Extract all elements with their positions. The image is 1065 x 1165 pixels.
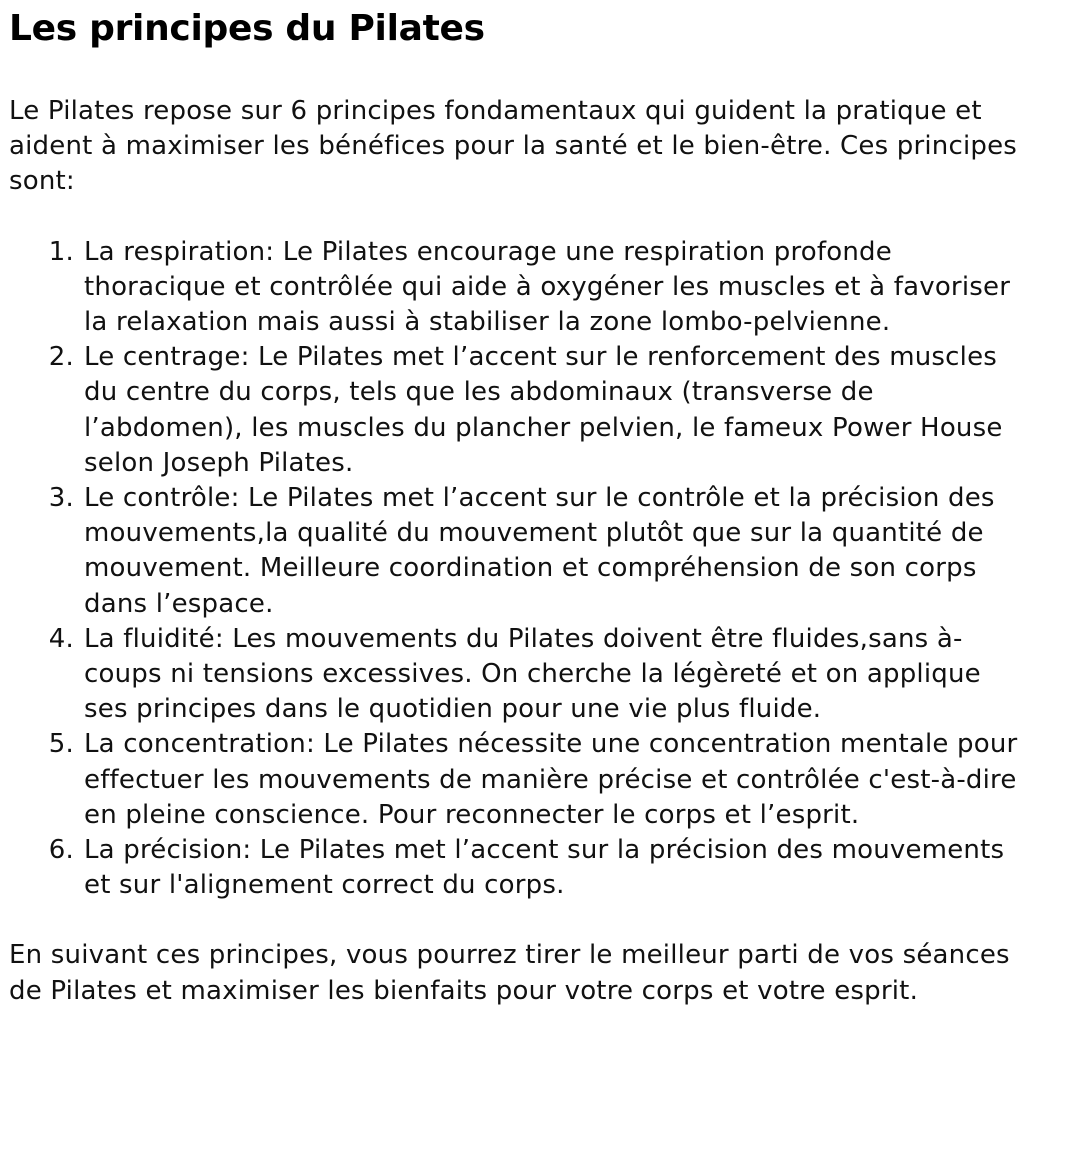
principle-item-6 <box>9 833 1029 903</box>
principle-item-5 <box>9 727 1029 833</box>
principle-item-4 <box>9 622 1029 728</box>
principle-text: Le contrôle: Le Pilates met l’accent sur le contrôle et la précision des mouvements,la qualité du mouvement plutôt que sur la quantité de mouvement. Meilleure coordination et compréhension de son corps dans l’espace. <box>84 483 995 619</box>
principle-item-2 <box>9 340 1029 481</box>
principle-item-3 <box>9 481 1029 622</box>
intro-paragraph: Le Pilates repose sur 6 principes fondamentaux qui guident la pratique et aident à maximiser les bénéfices pour la santé et le bien-être. Ces principes sont: <box>9 96 1018 197</box>
list-number: 3. <box>48 483 74 514</box>
list-number: 4. <box>48 623 74 654</box>
principle-text: La précision: Le Pilates met l’accent sur la précision des mouvements et sur l'alignement correct du corps. <box>84 835 1005 901</box>
list-number: 1. <box>48 236 74 267</box>
principle-text: Le centrage: Le Pilates met l’accent sur le renforcement des muscles du centre du corps, tels que les abdominaux (transverse de l’abdomen), les muscles du plancher pelvien, le fameux Power House selon Joseph Pilates. <box>84 342 1003 478</box>
conclusion-paragraph: En suivant ces principes, vous pourrez tirer le meilleur parti de vos séances de Pilates et maximiser les bienfaits pour votre corps et votre esprit. <box>9 940 1010 1006</box>
list-number: 6. <box>48 835 74 866</box>
principle-item-1 <box>9 235 1029 341</box>
principle-text: La fluidité: Les mouvements du Pilates doivent être fluides,sans à-coups ni tensions excessives. On cherche la légèreté et on applique ses principes dans le quotidien pour une vie plus fluide. <box>84 623 981 725</box>
page-title: Les principes du Pilates <box>9 8 485 49</box>
principle-text: La concentration: Le Pilates nécessite une concentration mentale pour effectuer les mouvements de manière précise et contrôlée c'est-à-dire en pleine conscience. Pour reconnecter le corps et l’esprit. <box>84 729 1018 830</box>
principle-text: La respiration: Le Pilates encourage une respiration profonde thoracique et contrôlée qui aide à oxygéner les muscles et à favoriser la relaxation mais aussi à stabiliser la zone lombo-pelvienne. <box>84 236 1011 338</box>
principles-list <box>9 235 1029 904</box>
list-number: 2. <box>48 342 74 373</box>
list-number: 5. <box>48 729 74 760</box>
